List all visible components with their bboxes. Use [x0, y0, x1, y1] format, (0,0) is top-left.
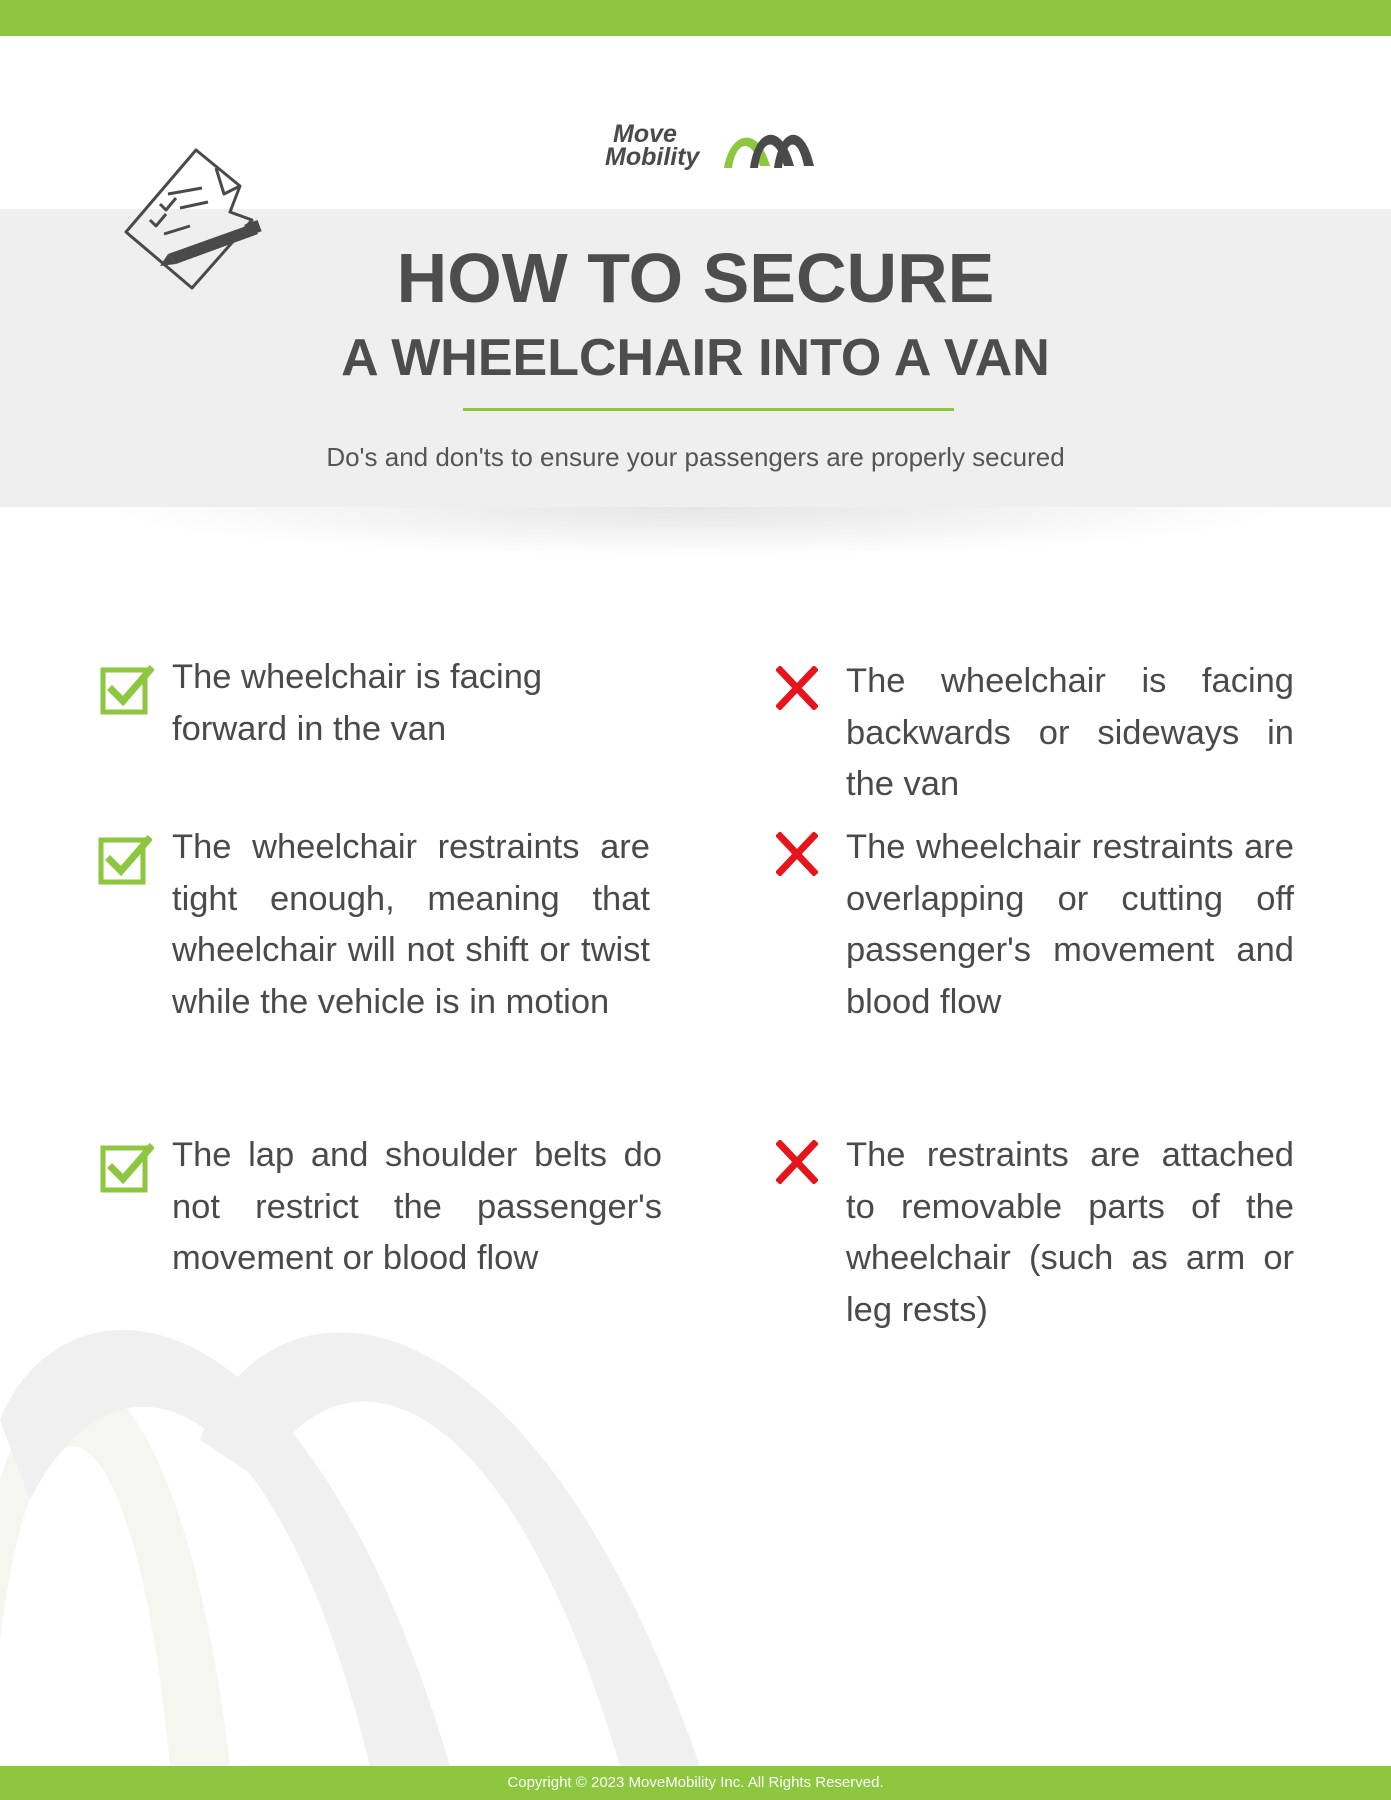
logo-word-move: Move	[613, 120, 677, 148]
dont-item-text: The wheelchair is facing backwards or sideways in the van	[846, 662, 1294, 803]
checkbox-check-icon	[100, 662, 154, 716]
red-x-icon	[776, 1140, 818, 1184]
red-x-icon	[776, 666, 818, 710]
do-item-text: The lap and shoulder belts do not restrict the passenger's movement or blood flow	[172, 1136, 662, 1277]
logo-word-mobility: Mobility	[605, 143, 700, 171]
red-x-icon	[776, 832, 818, 876]
header-panel-shadow	[100, 507, 1290, 557]
title-divider	[463, 408, 954, 411]
brand-logo	[605, 118, 815, 178]
tagline: Do's and don'ts to ensure your passengers are properly secured	[326, 442, 1065, 472]
footer-bar	[0, 1766, 1391, 1800]
checkbox-check-icon	[100, 1140, 154, 1194]
page-title: HOW TO SECURE	[396, 239, 995, 317]
do-item-text: The wheelchair restraints are tight enough, meaning that wheelchair will not shift or twist while the vehicle is in motion	[172, 828, 650, 1021]
do-item-text: The wheelchair is facing forward in the van	[172, 658, 543, 748]
copyright-text: Copyright © 2023 MoveMobility Inc. All Rights Reserved.	[507, 1774, 884, 1791]
logo-arches-icon	[720, 120, 815, 172]
page-subtitle: A WHEELCHAIR INTO A VAN	[341, 329, 1050, 387]
top-accent-bar	[0, 0, 1391, 36]
checkbox-check-icon	[98, 832, 152, 886]
dont-item-text: The restraints are attached to removable parts of the wheelchair (such as arm or leg rests)	[846, 1136, 1294, 1329]
decorative-arches	[0, 1300, 800, 1766]
dont-item-text: The wheelchair restraints are overlapping or cutting off passenger's movement and blood flow	[846, 828, 1294, 1021]
